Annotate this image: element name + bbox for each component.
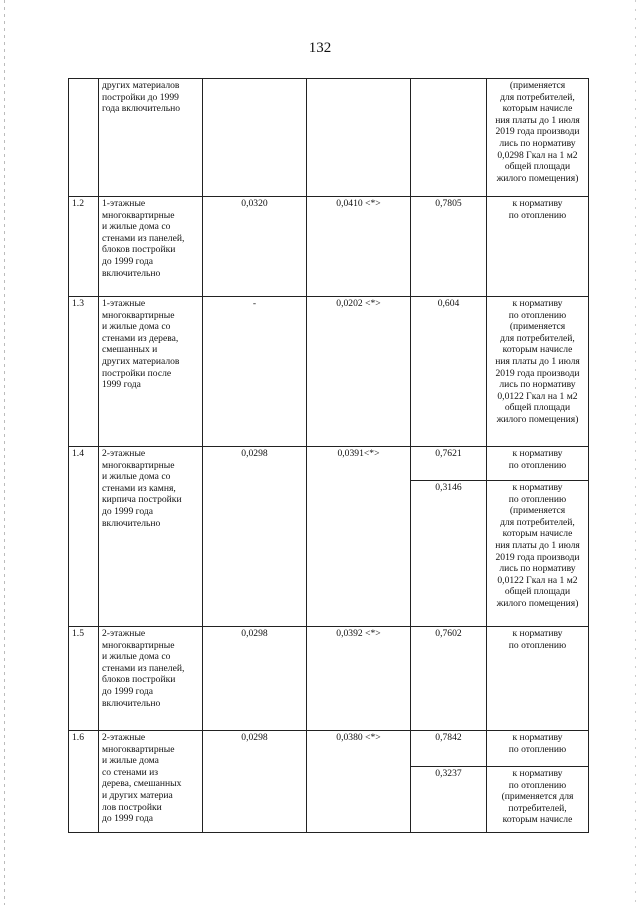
row-number: 1.5 bbox=[69, 627, 99, 731]
value-cell-1: 0,0320 bbox=[203, 197, 307, 297]
table-row bbox=[69, 197, 589, 297]
value-cell-3: 0,7602 bbox=[411, 627, 487, 731]
page-number: 132 bbox=[308, 40, 332, 56]
value-cell-3: 0,7621 bbox=[411, 447, 487, 481]
value-cell-3: 0,7805 bbox=[411, 197, 487, 297]
tariff-table bbox=[68, 78, 589, 833]
table-row bbox=[69, 627, 589, 731]
building-type-cell: 2-этажные многоквартирные и жилые дома со стенами из панелей, блоков постройки до 1999 года включительно bbox=[99, 627, 203, 731]
scan-edge-right bbox=[635, 0, 636, 905]
note-cell-b: к нормативу по отоплению (применяется для потребителей, которым начисле ния платы до 1 июля 2019 года производи лись по нормативу 0,0122 Гкал на 1 м2 общей площади жилого помещения) bbox=[487, 481, 589, 627]
value-cell-2: 0,0391<*> bbox=[307, 447, 411, 627]
note-cell: (применяется для потребителей, которым начисле ния платы до 1 июля 2019 года производи лись по нормативу 0,0298 Гкал на 1 м2 общей площади жилого помещения) bbox=[487, 79, 589, 197]
value-cell-2: 0,0380 <*> bbox=[307, 731, 411, 833]
table-row bbox=[69, 297, 589, 447]
table-row bbox=[69, 79, 589, 197]
note-cell-b: к нормативу по отоплению (применяется для потребителей, которым начисле bbox=[487, 767, 589, 833]
building-type-cell: 1-этажные многоквартирные и жилые дома со стенами из дерева, смешанных и других материалов постройки после 1999 года bbox=[99, 297, 203, 447]
value-cell-3: 0,604 bbox=[411, 297, 487, 447]
scan-edge-left bbox=[4, 0, 5, 905]
building-type-cell: 2-этажные многоквартирные и жилые дома со стенами из камня, кирпича постройки до 1999 года включительно bbox=[99, 447, 203, 627]
value-cell-3b: 0,3237 bbox=[411, 767, 487, 833]
value-cell-2 bbox=[307, 79, 411, 197]
value-cell-2: 0,0410 <*> bbox=[307, 197, 411, 297]
value-cell-2: 0,0202 <*> bbox=[307, 297, 411, 447]
note-cell: к нормативу по отоплению bbox=[487, 627, 589, 731]
row-number: 1.4 bbox=[69, 447, 99, 627]
value-cell-3b: 0,3146 bbox=[411, 481, 487, 627]
building-type-cell: 1-этажные многоквартирные и жилые дома со стенами из панелей, блоков постройки до 1999 года включительно bbox=[99, 197, 203, 297]
table-row bbox=[69, 731, 589, 767]
value-cell-3: 0,7842 bbox=[411, 731, 487, 767]
note-cell: к нормативу по отоплению bbox=[487, 731, 589, 767]
row-number: 1.2 bbox=[69, 197, 99, 297]
value-cell-1: - bbox=[203, 297, 307, 447]
note-cell: к нормативу по отоплению (применяется для потребителей, которым начисле ния платы до 1 июля 2019 года производи лись по нормативу 0,0122 Гкал на 1 м2 общей площади жилого помещения) bbox=[487, 297, 589, 447]
row-number: 1.3 bbox=[69, 297, 99, 447]
note-cell: к нормативу по отоплению bbox=[487, 447, 589, 481]
value-cell-1: 0,0298 bbox=[203, 447, 307, 627]
value-cell-1: 0,0298 bbox=[203, 731, 307, 833]
building-type-cell: 2-этажные многоквартирные и жилые дома со стенами из дерева, смешанных и других материа лов постройки до 1999 года bbox=[99, 731, 203, 833]
value-cell-1 bbox=[203, 79, 307, 197]
building-type-cell: других материалов постройки до 1999 года включительно bbox=[99, 79, 203, 197]
table-row bbox=[69, 447, 589, 481]
value-cell-3 bbox=[411, 79, 487, 197]
row-number: 1.6 bbox=[69, 731, 99, 833]
note-cell: к нормативу по отоплению bbox=[487, 197, 589, 297]
row-number bbox=[69, 79, 99, 197]
value-cell-1: 0,0298 bbox=[203, 627, 307, 731]
value-cell-2: 0,0392 <*> bbox=[307, 627, 411, 731]
